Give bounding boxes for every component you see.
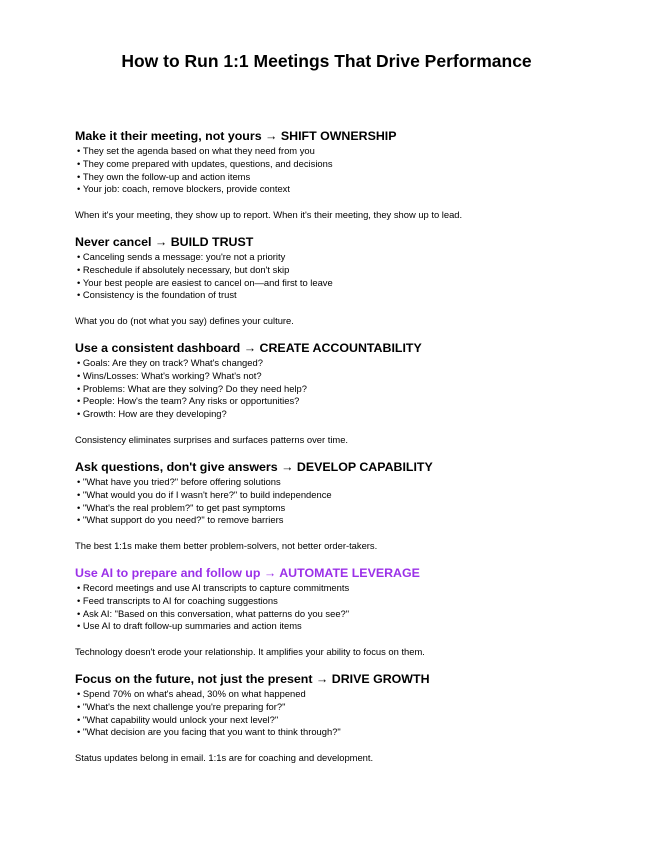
section-summary: Consistency eliminates surprises and surfaces patterns over time. <box>75 433 349 445</box>
bullet-list <box>75 251 615 302</box>
section-summary: Status updates belong in email. 1:1s are for coaching and development. <box>75 752 374 764</box>
bullet-item: • "What support do you need?" to remove barriers <box>75 514 615 527</box>
bullet-item: • People: How's the team? Any risks or opportunities? <box>75 395 615 408</box>
section-heading: Use a consistent dashboard → CREATE ACCOUNTABILITY <box>75 341 422 355</box>
bullet-item: • Use AI to draft follow-up summaries and action items <box>75 620 615 633</box>
bullet-item: • They own the follow-up and action items <box>75 171 615 184</box>
bullet-list <box>75 688 615 739</box>
bullet-item: • They set the agenda based on what they need from you <box>75 145 615 158</box>
bullet-item: • "What capability would unlock your next level?" <box>75 714 615 727</box>
section-heading: Ask questions, don't give answers → DEVELOP CAPABILITY <box>75 460 433 474</box>
section-develop-capability <box>75 459 615 553</box>
bullet-item: • Wins/Losses: What's working? What's not? <box>75 370 615 383</box>
bullet-item: • Ask AI: "Based on this conversation, what patterns do you see?" <box>75 608 615 621</box>
bullet-item: • Goals: Are they on track? What's changed? <box>75 357 615 370</box>
bullet-item: • Reschedule if absolutely necessary, but don't skip <box>75 264 615 277</box>
bullet-item: • Feed transcripts to AI for coaching suggestions <box>75 595 615 608</box>
bullet-item: • "What decision are you facing that you want to think through?" <box>75 726 615 739</box>
section-summary: The best 1:1s make them better problem-solvers, not better order-takers. <box>75 540 378 552</box>
bullet-item: • Record meetings and use AI transcripts to capture commitments <box>75 582 615 595</box>
bullet-list <box>75 582 615 633</box>
bullet-item: • Spend 70% on what's ahead, 30% on what happened <box>75 688 615 701</box>
section-heading: Use AI to prepare and follow up → AUTOMATE LEVERAGE <box>75 566 420 580</box>
section-heading: Focus on the future, not just the present → DRIVE GROWTH <box>75 672 430 686</box>
bullet-list <box>75 476 615 527</box>
section-summary: When it's your meeting, they show up to report. When it's their meeting, they show up to lead. <box>75 209 463 221</box>
bullet-list <box>75 145 615 196</box>
section-summary: What you do (not what you say) defines your culture. <box>75 315 294 327</box>
section-drive-growth <box>75 671 615 765</box>
section-heading: Make it their meeting, not yours → SHIFT OWNERSHIP <box>75 129 397 143</box>
bullet-item: • "What's the real problem?" to get past symptoms <box>75 502 615 515</box>
bullet-item: • Growth: How are they developing? <box>75 408 615 421</box>
bullet-item: • Your job: coach, remove blockers, provide context <box>75 183 615 196</box>
bullet-item: • Problems: What are they solving? Do they need help? <box>75 383 615 396</box>
section-shift-ownership <box>75 128 615 222</box>
section-summary: Technology doesn't erode your relationship. It amplifies your ability to focus on them. <box>75 646 425 658</box>
page-title: How to Run 1:1 Meetings That Drive Performance <box>121 51 532 71</box>
bullet-item: • Consistency is the foundation of trust <box>75 289 615 302</box>
section-heading: Never cancel → BUILD TRUST <box>75 235 254 249</box>
section-create-accountability <box>75 340 615 447</box>
bullet-item: • Canceling sends a message: you're not a priority <box>75 251 615 264</box>
bullet-item: • Your best people are easiest to cancel on—and first to leave <box>75 277 615 290</box>
bullet-item: • "What would you do if I wasn't here?" to build independence <box>75 489 615 502</box>
section-automate-leverage <box>75 565 615 659</box>
bullet-item: • They come prepared with updates, questions, and decisions <box>75 158 615 171</box>
bullet-item: • "What have you tried?" before offering solutions <box>75 476 615 489</box>
bullet-item: • "What's the next challenge you're preparing for?" <box>75 701 615 714</box>
section-build-trust <box>75 234 615 328</box>
bullet-list <box>75 357 615 421</box>
